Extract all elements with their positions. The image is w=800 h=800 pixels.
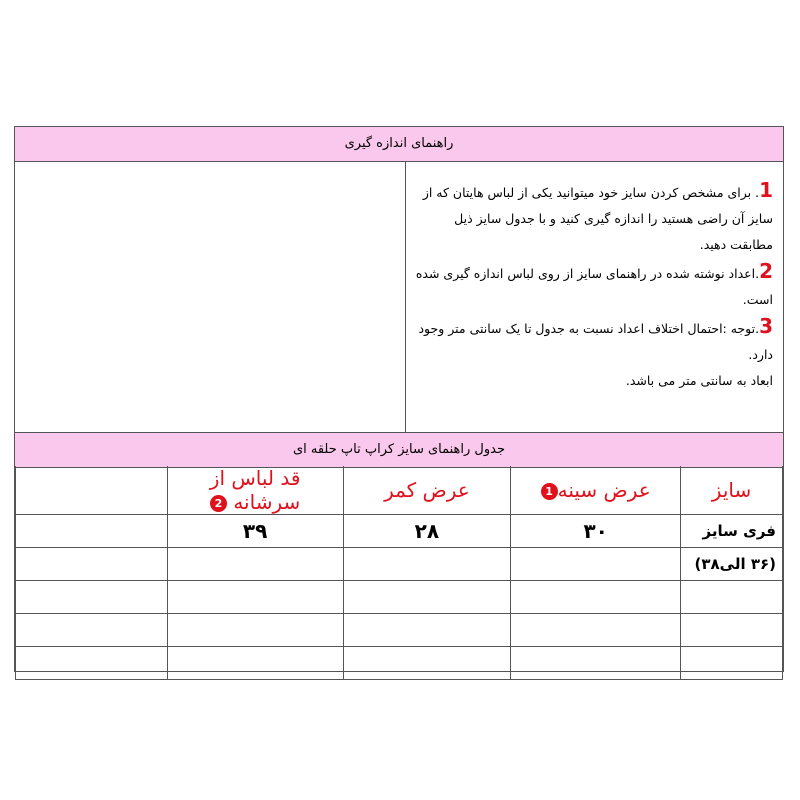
table-cell-empty <box>16 581 168 614</box>
table-cell-empty <box>511 614 681 647</box>
table-cell-empty <box>167 614 343 647</box>
step-2-number: 2 <box>759 259 773 283</box>
table-cell-empty <box>16 614 168 647</box>
table-cell-empty <box>16 647 168 680</box>
table-row <box>16 515 783 548</box>
header-length-label: قد لباس از سرشانه <box>209 466 301 514</box>
value-size-range: (۳۶ الی۳۸) <box>681 548 783 581</box>
value-chest: ۳۰ <box>511 515 681 548</box>
size-table-title: جدول راهنمای سایز کراپ تاپ حلقه ای <box>15 432 783 468</box>
crop-top-illustration <box>15 161 405 432</box>
instruction-step-3 <box>413 313 773 368</box>
table-cell-empty <box>167 548 343 581</box>
instruction-note: ابعاد به سانتی متر می باشد. <box>625 373 773 388</box>
step-3-text: .توجه :احتمال اختلاف اعداد نسبت به جدول تا یک سانتی متر وجود دارد. <box>418 321 773 362</box>
step-1-text: . برای مشخص کردن سایز خود میتوانید یکی از لباس هایتان که از سایز آن راضی هستید را اندازه گیری کنید و با جدول سایز ذیل مطابقت دهید. <box>422 185 773 252</box>
table-cell-empty <box>681 614 783 647</box>
table-cell-empty <box>16 515 168 548</box>
guide-section <box>15 161 783 432</box>
table-cell-empty <box>167 647 343 680</box>
header-chest-label: عرض سینه <box>557 478 651 502</box>
header-waist: عرض کمر <box>343 466 511 515</box>
table-cell-empty <box>343 614 511 647</box>
instruction-step-1 <box>413 177 773 258</box>
badge-1-icon: 1 <box>541 483 558 500</box>
instruction-step-2 <box>413 258 773 313</box>
guide-title: راهنمای اندازه گیری <box>15 127 783 162</box>
size-guide-frame <box>14 126 784 672</box>
value-waist: ۲۸ <box>343 515 511 548</box>
step-2-text: .اعداد نوشته شده در راهنمای سایز از روی لباس اندازه گیری شده است. <box>415 266 773 307</box>
table-row <box>16 614 783 647</box>
step-3-number: 3 <box>759 314 773 338</box>
table-cell-empty <box>167 581 343 614</box>
instructions <box>413 177 773 394</box>
table-cell-empty <box>343 581 511 614</box>
table-cell-empty <box>343 548 511 581</box>
table-cell-empty <box>681 581 783 614</box>
step-1-number: 1 <box>759 178 773 202</box>
table-cell-empty <box>511 548 681 581</box>
header-length <box>167 466 343 515</box>
table-cell-empty <box>16 548 168 581</box>
table-row <box>16 548 783 581</box>
header-size: سایز <box>681 466 783 515</box>
header-chest <box>511 466 681 515</box>
table-cell-empty <box>343 647 511 680</box>
table-row <box>16 581 783 614</box>
size-table <box>15 466 783 680</box>
table-cell-empty <box>681 647 783 680</box>
table-cell-empty <box>511 647 681 680</box>
table-row <box>16 647 783 680</box>
value-size: فری سایز <box>681 515 783 548</box>
table-cell-empty <box>511 581 681 614</box>
badge-2-icon: 2 <box>210 495 227 512</box>
table-cell-empty <box>16 466 168 515</box>
guide-divider <box>405 161 406 432</box>
crop-top-diagram <box>15 161 405 432</box>
table-header-row <box>16 466 783 515</box>
value-length: ۳۹ <box>167 515 343 548</box>
